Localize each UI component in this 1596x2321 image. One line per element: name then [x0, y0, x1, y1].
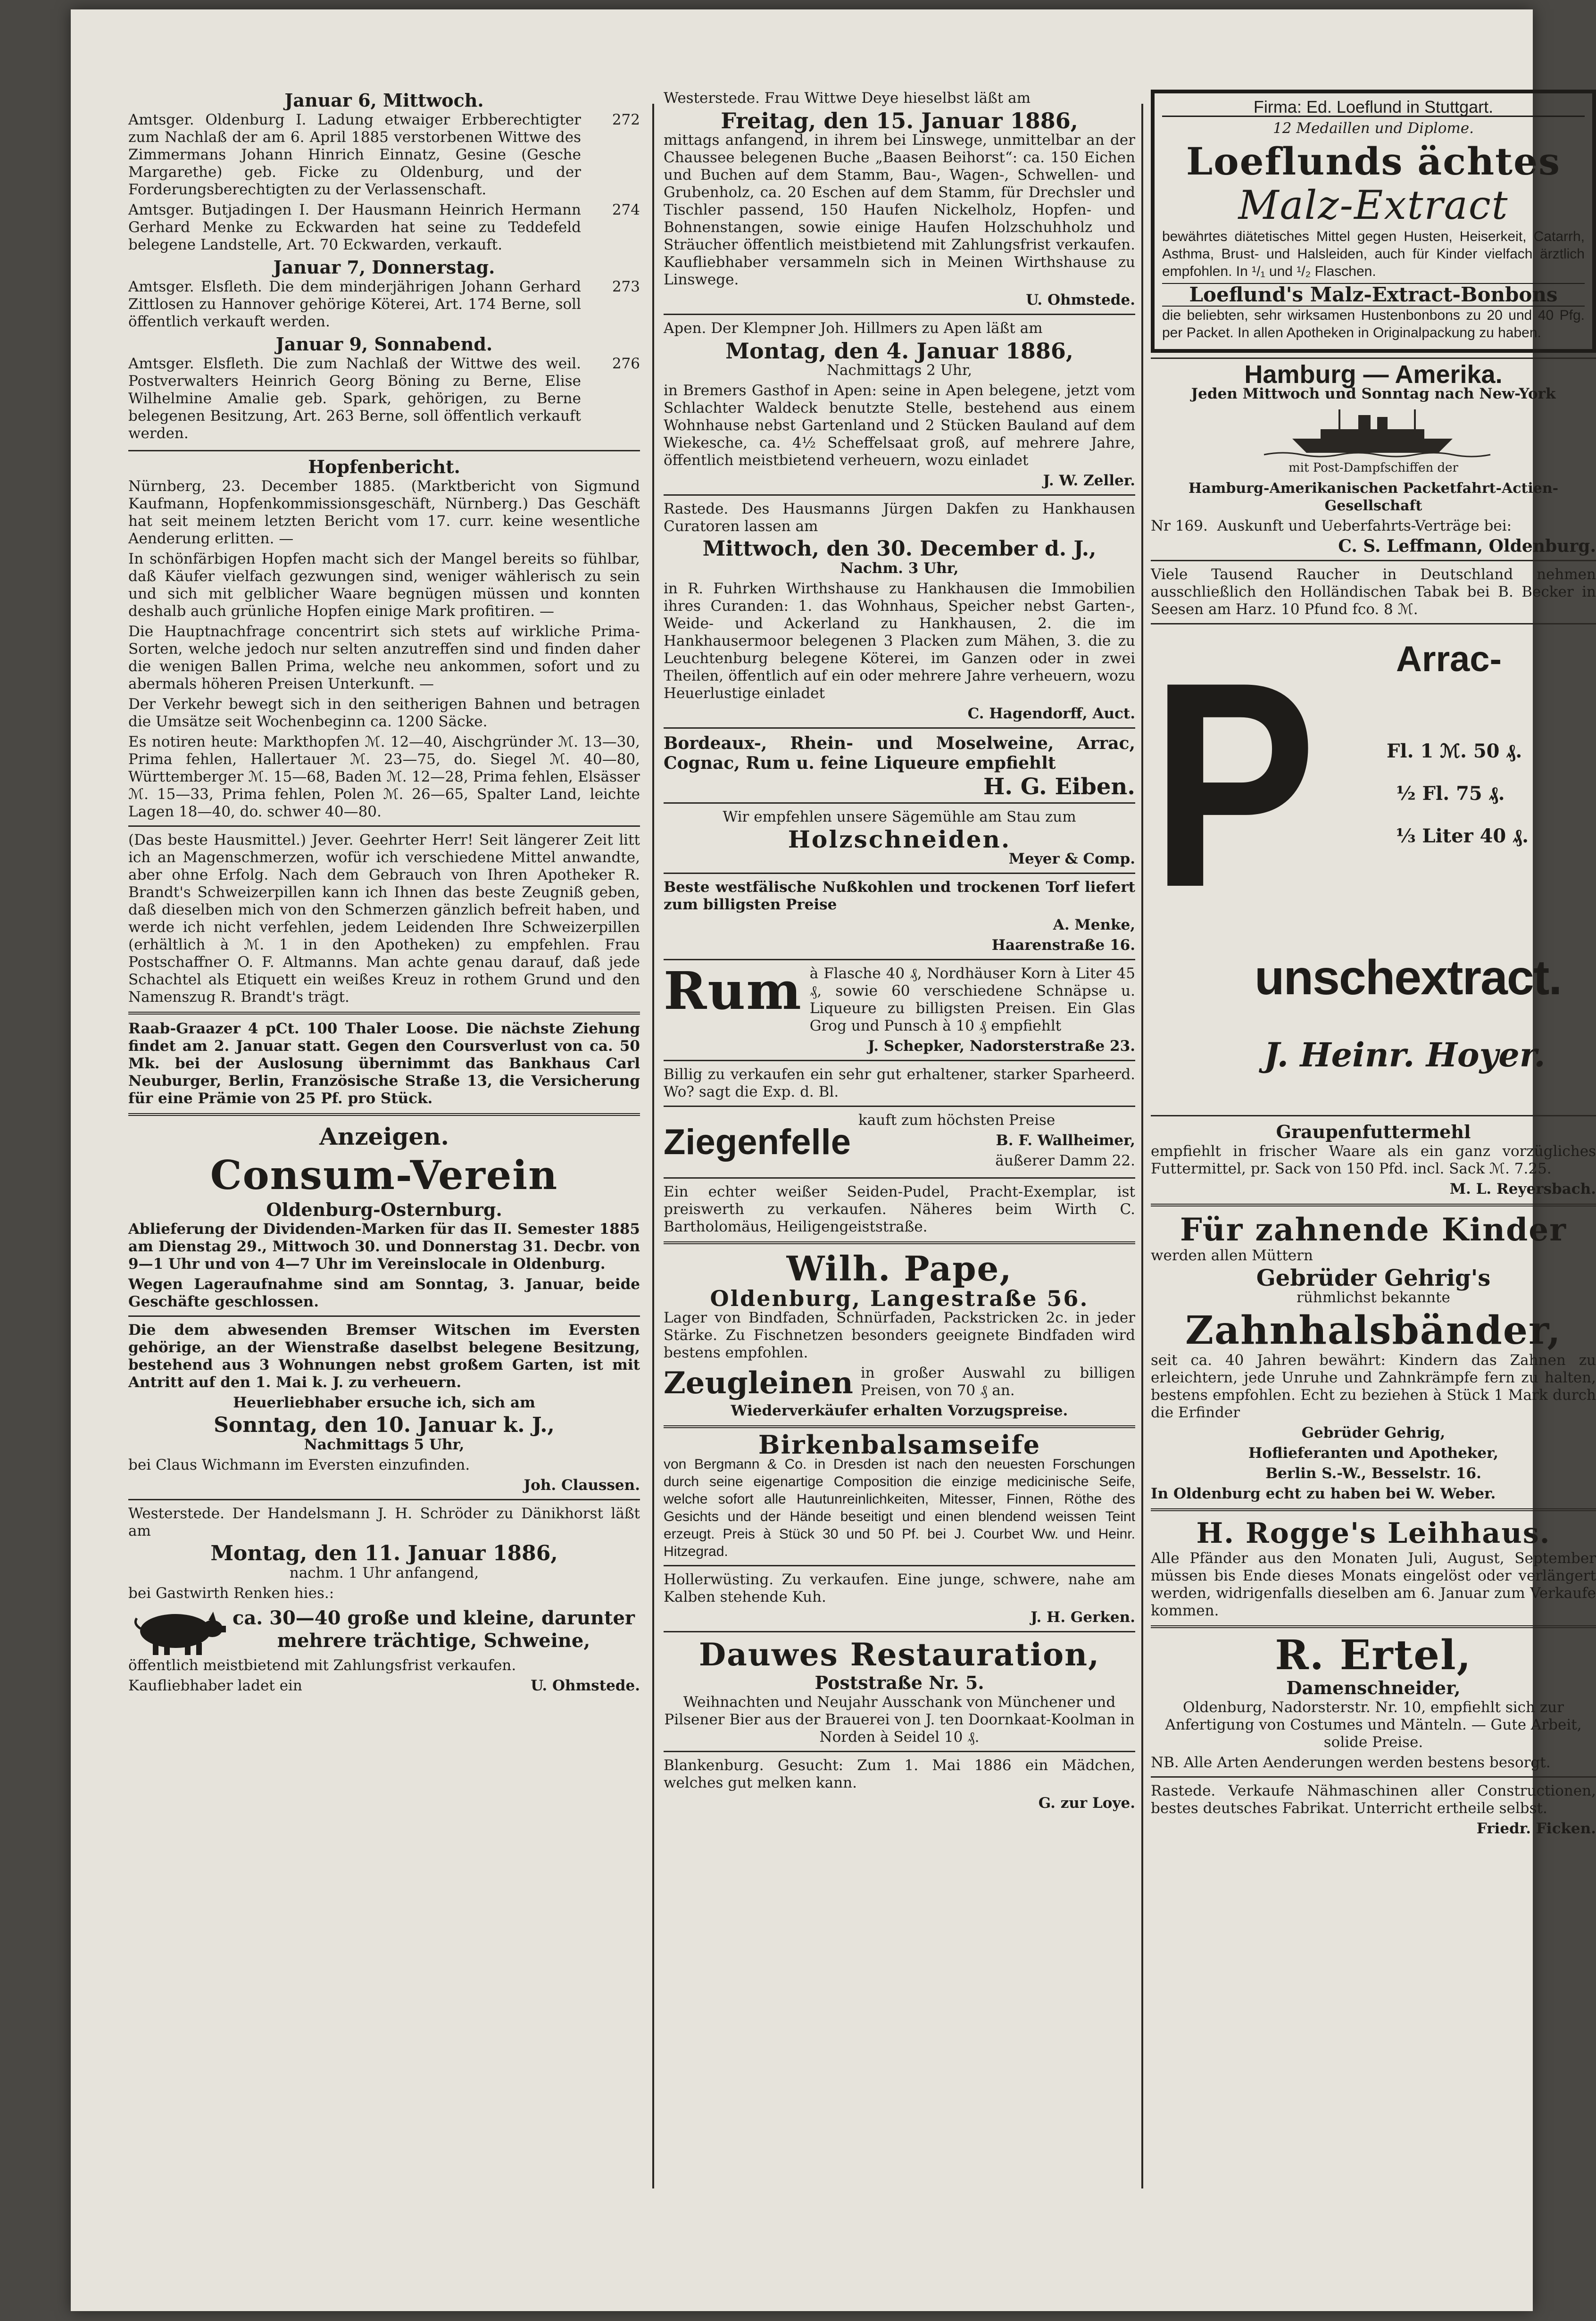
divider: [664, 494, 1135, 496]
notice-number: 273: [612, 278, 640, 295]
ad-text: Billig zu verkaufen ein sehr gut erhaltener, starker Sparheerd. Wo? sagt die Exp. d. Bl.: [664, 1066, 1135, 1100]
arrac-price: Fl. 1 ℳ. 50 ₰.: [1387, 740, 1522, 762]
article-paragraph: Es notiren heute: Markthopfen ℳ. 12—40, Aischgründer ℳ. 13—30, Prima fehlen, Hallertauer ℳ. 23—75, do. Siegel ℳ. 40—80, Württemberger ℳ. 15—68, Baden ℳ. 12—28, Prima fehlen, Elsässer ℳ. 15—33, Prima fehlen, Polen ℳ. 26—65, Spalter Land, leichte Lagen 18—40, do. schwer 40—80.: [128, 733, 640, 820]
pig-ad: [128, 1605, 640, 1657]
pig-icon: [128, 1605, 227, 1657]
column-middle: [664, 90, 1135, 1815]
ad-signature: Hoflieferanten und Apotheker,: [1248, 1445, 1498, 1462]
rum-ad: [664, 960, 1135, 1038]
ad-signature-row: [128, 1677, 640, 1697]
ad-text: öffentlich meistbietend mit Zahlungsfrist verkaufen.: [128, 1657, 516, 1674]
ad-headline: ca. 30—40 große und kleine, darunter mehrere trächtige, Schweine,: [233, 1607, 635, 1652]
divider: [1151, 1776, 1596, 1778]
column-right: [1151, 90, 1596, 1840]
ad-text: Ein echter weißer Seiden-Pudel, Pracht-Exemplar, ist preiswerth zu verkaufen. Näheres beim Wirth C. Bartholomäus, Heiligengeiststraße.: [664, 1183, 1135, 1235]
anzeigen-heading: Anzeigen.: [319, 1123, 449, 1150]
ad-text: Auskunft und Ueberfahrts-Verträge bei:: [1217, 517, 1512, 534]
hamburg-title: Hamburg — Amerika.: [1244, 360, 1503, 389]
ad-text: empfiehlt in frischer Waare als ein ganz vorzügliches Futtermittel, pr. Sack von 150 Pfd. incl. Sack ℳ. 7.25.: [1151, 1143, 1596, 1177]
ad-text: Kaufliebhaber ladet ein: [128, 1677, 302, 1694]
ad-text: Jeden Mittwoch und Sonntag nach New-York: [1191, 385, 1556, 402]
ad-text: Apen. Der Klempner Joh. Hillmers zu Apen läßt am: [664, 320, 1043, 337]
ad-signature: U. Ohmstede.: [1026, 291, 1135, 308]
ad-signature: Joh. Claussen.: [524, 1477, 640, 1494]
loeflund-name: Loeflunds ächtes: [1186, 139, 1561, 183]
divider: [664, 802, 1135, 804]
divider: [128, 1499, 640, 1500]
section-heading: Januar 9, Sonnabend.: [275, 333, 493, 355]
article-paragraph: Nürnberg, 23. December 1885. (Marktbericht von Sigmund Kaufmann, Hopfenkommissionsgeschäft, Nürnberg.) Das Geschäft hat seit meinem letzten Bericht vom 17. curr. keine wesentliche Aenderung erlitten. —: [128, 478, 640, 547]
graupen-title: Graupenfuttermehl: [1276, 1121, 1471, 1142]
ad-signature: Berlin S.-W., Besselstr. 16.: [1265, 1465, 1481, 1482]
ad-signature: G. zur Loye.: [1038, 1795, 1135, 1812]
ad-time: Nachmittags 2 Uhr,: [826, 362, 973, 379]
pape-zeug: [664, 1364, 1135, 1402]
ad-text: Die dem abwesenden Bremser Witschen im Eversten gehörige, an der Wienstraße daselbst belegene Besitzung, bestehend aus 3 Wohnungen nebst großem Garten, ist mit Antritt auf den 1. Mai k. J. zu verheuern.: [128, 1322, 640, 1391]
consum-text: Ablieferung der Dividenden-Marken für das II. Semester 1885 am Dienstag 29., Mittwoch 30. und Donnerstag 31. Decbr. von 9—1 Uhr und von 4—7 Uhr im Vereinslocale in Oldenburg.: [128, 1221, 640, 1273]
ad-time: nachm. 1 Uhr anfangend,: [289, 1564, 479, 1581]
arrac-price: ⅓ Liter 40 ₰.: [1396, 825, 1529, 847]
rogge-title: H. Rogge's Leihhaus.: [1196, 1517, 1551, 1550]
ad-text: mit Post-Dampfschiffen der: [1288, 461, 1458, 475]
dauwes-street: Poststraße Nr. 5.: [815, 1672, 984, 1693]
ad-text: rühmlichst bekannte: [1297, 1289, 1450, 1306]
ad-text: werden allen Müttern: [1151, 1247, 1313, 1264]
divider: [664, 1751, 1135, 1752]
ad-signature: U. Ohmstede.: [531, 1677, 640, 1694]
ad-text: Westerstede. Frau Wittwe Deye hieselbst läßt am: [664, 90, 1031, 107]
zahn-product: Zahnhalsbänder,: [1185, 1308, 1562, 1353]
ship-icon: [1151, 406, 1596, 458]
ad-text: bei Claus Wichmann im Eversten einzufinden.: [128, 1456, 470, 1473]
ad-signature: äußerer Damm 22.: [995, 1152, 1135, 1169]
notice: [128, 201, 640, 257]
ad-text: Beste westfälische Nußkohlen und trockenen Torf liefert zum billigsten Preise: [664, 879, 1135, 913]
dauwes-title: Dauwes Restauration,: [698, 1636, 1100, 1673]
notice-number: 274: [612, 201, 640, 218]
article-paragraph: In schönfärbigen Hopfen macht sich der Mangel bereits so fühlbar, daß Käufer vielfach gezwungen sind, weniger wählerisch zu sein und sich mit gelblicher Waare begnügen müssen und konnten deshalb auch grünliche Hopfen einige Mark profitiren. —: [128, 550, 640, 620]
consum-text: Wegen Lageraufnahme sind am Sonntag, 3. Januar, beide Geschäfte geschlossen.: [128, 1276, 640, 1310]
divider: [128, 825, 640, 827]
ad-text: Hollerwüsting. Zu verkaufen. Eine junge, schwere, nahe am Kalben stehende Kuh.: [664, 1571, 1135, 1606]
divider: [664, 727, 1135, 729]
ad-text: mittags anfangend, in ihrem bei Linswege, unmittelbar an der Chaussee belegenen Buche „Baasen Beihorst“: ca. 150 Eichen und Buchen auf dem Stamm, Bau-, Wagen-, Schwellen- und Grubenholz, ca. 20 Eschen auf dem Stamm, für Drechsler und Tischler passend, 150 Haufen Nickelholz, Hopfen- und Bohnenstangen, sowie einige Haufen Holzschuhholz und Sträucher öffentlich meistbietend mit Zahlungsfrist verkaufen. Kaufliebhaber versammeln sich in Meinen Wirthshause zu Linswege.: [664, 132, 1135, 288]
ad-signature: B. F. Wallheimer,: [996, 1132, 1135, 1149]
pape-city: Oldenburg, Langestraße 56.: [710, 1286, 1089, 1311]
divider: [1151, 1508, 1596, 1511]
ad-signature: Meyer & Comp.: [1008, 850, 1135, 867]
divider: [1151, 1204, 1596, 1206]
ad-loose: Raab-Graazer 4 pCt. 100 Thaler Loose. Die nächste Ziehung findet am 2. Januar statt. Gegen den Coursverlust von ca. 50 Mk. bei der Auslosung übernimmt das Bankhaus Carl Neuburger, Berlin, Französische Straße 13, die Versicherung für eine Prämie von 25 Pf. pro Stück.: [128, 1020, 640, 1107]
ad-text: bewährtes diätetisches Mittel gegen Husten, Heiserkeit, Catarrh, Asthma, Brust- und Halsleiden, auch für Kinder vielfach ärztlich empfohlen. In ¹/₁ und ¹/₂ Flaschen.: [1162, 229, 1585, 279]
notice: [128, 111, 640, 201]
pape-name: Wilh. Pape,: [786, 1248, 1013, 1289]
notice-number: 272: [612, 111, 640, 128]
ad-hausmittel: (Das beste Hausmittel.) Jever. Geehrter Herr! Seit längerer Zeit litt ich an Magenschmerzen, wofür ich verschiedene Mittel anwandte, aber ohne Erfolg. Nach dem Gebrauch von Ihren Apotheker R. Brandt's Schweizerpillen kann ich Ihnen das beste Zeugniß geben, daß dieselben mich von den Schmerzen gänzlich befreit haben, und werde ich nicht verfehlen, jedem Leidenden Ihre Schweizerpillen (erhältlich à ℳ. 1 in den Apotheken) zu empfehlen. Frau Postschaffner O. F. Altmanns. Man achte genau darauf, daß jede Schachtel als Etiquett ein weißes Kreuz in rothem Grund und den Namenszug R. Brandt's trägt.: [128, 832, 640, 1006]
column-divider: [652, 104, 654, 2188]
ziegen-details: [858, 1112, 1135, 1173]
divider: [664, 1177, 1135, 1179]
hamburg-row: [1151, 517, 1596, 538]
divider: [664, 1060, 1135, 1061]
divider: [128, 1113, 640, 1116]
arrac-price: ½ Fl. 75 ₰.: [1396, 782, 1505, 805]
divider: [664, 1565, 1135, 1566]
ad-text: NB. Alle Arten Aenderungen werden bestens besorgt.: [1151, 1754, 1551, 1771]
section-heading: Januar 6, Mittwoch.: [284, 90, 484, 111]
divider: [1151, 560, 1596, 561]
divider: [128, 450, 640, 451]
arrac-big-letter: P: [1151, 622, 1317, 948]
ad-text: Bordeaux-, Rhein- und Moselweine, Arrac, Cognac, Rum u. feine Liqueure empfiehlt: [664, 733, 1135, 773]
ad-headline: Holzschneiden.: [788, 825, 1011, 853]
ad-signature: J. Schepker, Nadorsterstraße 23.: [867, 1038, 1135, 1055]
ad-text: bei Gastwirth Renken hies.:: [128, 1585, 334, 1602]
ad-time: Nachm. 3 Uhr,: [840, 560, 959, 577]
ertel-title: R. Ertel,: [1275, 1631, 1472, 1679]
notice: [128, 355, 640, 445]
ad-text: Viele Tausend Raucher in Deutschland nehmen ausschließlich den Holländischen Tabak bei B. Becker in Seesen am Harz. 10 Pfund fco. 8 ℳ.: [1151, 566, 1596, 618]
notice-text: Amtsger. Oldenburg I. Ladung etwaiger Erbberechtigter zum Nachlaß der am 6. April 1885 verstorbenen Wittwe des Zimmermans Johann Hinrich Einnatz, Gesine (Gesche Margarethe) geb. Ficke zu Oldenburg, und der Forderungsberechtigten zu der Verlassenschaft.: [128, 111, 581, 198]
divider: [1151, 358, 1596, 359]
ad-date: Montag, den 11. Januar 1886,: [210, 1541, 558, 1565]
ad-text: Wir empfehlen unsere Sägemühle am Stau zum: [723, 808, 1076, 825]
ad-text: die beliebten, sehr wirksamen Hustenbonbons zu 20 und 40 Pfg. per Packet. In allen Apotheken in Originalpackung zu haben.: [1162, 308, 1585, 341]
article-paragraph: Der Verkehr bewegt sich in den seitherigen Bahnen und betragen die Umsätze seit Wochenbeginn ca. 1200 Säcke.: [128, 696, 640, 730]
ad-date: Freitag, den 15. Januar 1886,: [721, 108, 1078, 133]
ad-date: Sonntag, den 10. Januar k. J.,: [214, 1413, 555, 1437]
ad-text: Nr 169.: [1151, 517, 1208, 534]
consum-subtitle: Oldenburg-Osternburg.: [266, 1199, 502, 1220]
ad-signature: A. Menke,: [1053, 916, 1135, 933]
birken-title: Birkenbalsamseife: [758, 1430, 1041, 1460]
ad-signature: C. Hagendorff, Auct.: [967, 705, 1135, 722]
ad-text: 12 Medaillen und Diplome.: [1272, 120, 1474, 137]
divider: [128, 1315, 640, 1317]
ad-signature: In Oldenburg echt zu haben bei W. Weber.: [1151, 1485, 1496, 1502]
section-heading: Januar 7, Donnerstag.: [273, 257, 495, 278]
ad-date: Montag, den 4. Januar 1886,: [725, 338, 1073, 364]
arrac-title: Arrac-: [1396, 639, 1502, 679]
ad-text: in R. Fuhrken Wirthshause zu Hankhausen die Immobilien ihres Curanden: 1. das Wohnhaus, Speicher nebst Garten-, Weide- und Ackerland zu Hankhausen, 2. die im Hankhausermoor belegenen 3 Placken zum Mähen, 3. die zu Leuchtenburg belegene Köterei, im Ganzen oder in zwei Theilen, öffentlich auf ein oder mehrere Jahre verheuern, wozu Heuerlustige einladet: [664, 580, 1135, 702]
ad-text: Westerstede. Der Handelsmann J. H. Schröder zu Dänikhorst läßt am: [128, 1505, 640, 1539]
divider: [1151, 1115, 1596, 1116]
ad-text: Wiederverkäufer erhalten Vorzugspreise.: [731, 1402, 1068, 1419]
ad-text: Hamburg-Amerikanischen Packetfahrt-Actien-Gesellschaft: [1188, 480, 1559, 514]
ad-signature: C. S. Leffmann, Oldenburg.: [1338, 536, 1596, 556]
divider: [664, 1106, 1135, 1107]
ad-signature: J. H. Gerken.: [1031, 1609, 1135, 1626]
ad-signature: Haarenstraße 16.: [991, 937, 1135, 954]
divider: [1151, 1625, 1596, 1628]
ad-text: Blankenburg. Gesucht: Zum 1. Mai 1886 ein Mädchen, welches gut melken kann.: [664, 1757, 1135, 1791]
zahn-firm: Gebrüder Gehrig's: [1256, 1265, 1491, 1291]
ad-signature: M. L. Reyersbach.: [1449, 1181, 1596, 1198]
ad-text: Rastede. Verkaufe Nähmaschinen aller Constructionen, bestes deutsches Fabrikat. Unterricht ertheile selbst.: [1151, 1782, 1596, 1817]
ad-headline: Ziegenfelle: [664, 1122, 851, 1162]
divider: [664, 1241, 1135, 1244]
ad-date: Mittwoch, den 30. December d. J.,: [702, 537, 1097, 561]
ertel-subtitle: Damenschneider,: [1286, 1677, 1461, 1698]
arrac-ad: [1151, 622, 1596, 1110]
ad-signature: Gebrüder Gehrig,: [1301, 1424, 1446, 1441]
ziegen-ad: [664, 1112, 1135, 1173]
ad-signature: J. W. Zeller.: [1043, 472, 1135, 489]
article-title: Hopfenbericht.: [308, 456, 460, 477]
divider: [664, 314, 1135, 315]
ad-signature: Friedr. Ficken.: [1476, 1820, 1596, 1837]
notice-text: Amtsger. Elsfleth. Die zum Nachlaß der Wittwe des weil. Postverwalters Heinrich Georg Böning zu Berne, Elise Wilhelmine Amalie geb. Spark, gehörigen, zu Berne belegenen Besitzung, Art. 263 Berne, soll öffentlich verkauft werden.: [128, 355, 581, 442]
divider: [128, 1012, 640, 1015]
ad-headline: Loeflund's Malz-Extract-Bonbons: [1162, 283, 1585, 307]
loeflund-ad: [1151, 90, 1596, 353]
divider: [664, 873, 1135, 874]
zahn-title: Für zahnende Kinder: [1180, 1211, 1567, 1248]
ad-text: Oldenburg, Nadorsterstr. Nr. 10, empfiehlt sich zur Anfertigung von Costumes und Mänteln. — Gute Arbeit, solide Preise.: [1165, 1699, 1582, 1751]
ad-text: in großer Auswahl zu billigen Preisen, von 70 ₰ an.: [860, 1364, 1135, 1399]
hoyer-signature: J. Heinr. Hoyer.: [1264, 1035, 1546, 1074]
ad-text: Heuerliebhaber ersuche ich, sich am: [233, 1394, 535, 1411]
ad-text: Firma: Ed. Loeflund in Stuttgart.: [1162, 98, 1585, 117]
ad-time: Nachmittags 5 Uhr,: [304, 1436, 465, 1453]
divider: [664, 1425, 1135, 1428]
notice-number: 276: [612, 355, 640, 372]
ad-headline: Zeugleinen: [664, 1365, 853, 1401]
ad-headline: Rum: [664, 960, 802, 1021]
ad-text: Alle Pfänder aus den Monaten Juli, August, September müssen bis Ende dieses Monats eingelöst oder verlängert werden, widrigenfalls dieselben am 6. Januar zum Verkaufe kommen.: [1151, 1550, 1596, 1619]
consum-title: Consum-Verein: [210, 1152, 558, 1198]
notice-text: Amtsger. Butjadingen I. Der Hausmann Heinrich Hermann Gerhard Menke zu Eckwarden hat seine zu Teddefeld belegene Landstelle, Art. 70 Eckwarden, verkauft.: [128, 201, 581, 253]
loeflund-malz: Malz-Extract: [1238, 182, 1509, 228]
article-paragraph: Die Hauptnachfrage concentrirt sich stets auf wirkliche Prima-Sorten, welche jedoch nur selten anzutreffen sind und finden daher die wenigen Ballen Prima, welche neu ankommen, sofort und zu abermals höheren Preisen Unterkunft. —: [128, 623, 640, 692]
ad-text: Lager von Bindfaden, Schnürfaden, Packstricken 2c. in jeder Stärke. Zu Fischnetzen besonders geeignete Bindfaden wird bestens empfohlen.: [664, 1309, 1135, 1361]
punsch-text: unschextract.: [1255, 950, 1562, 1005]
notice-text: Amtsger. Elsfleth. Die dem minderjährigen Johann Gerhard Zittlosen zu Hannover gehörige Köterei, Art. 174 Berne, soll öffentlich verkauft werden.: [128, 278, 581, 330]
ad-text: à Flasche 40 ₰, Nordhäuser Korn à Liter 45 ₰, sowie 60 verschiedene Schnäpse u. Liqueure zu billigsten Preisen. Ein Glas Grog und Punsch à 10 ₰ empfiehlt: [809, 965, 1135, 1034]
column-left: [128, 90, 640, 1697]
newspaper-page: [71, 9, 1596, 2311]
divider: [664, 1631, 1135, 1632]
notice: [128, 278, 640, 333]
ad-text: Rastede. Des Hausmanns Jürgen Dakfen zu Hankhausen Curatoren lassen am: [664, 500, 1135, 535]
ad-text: in Bremers Gasthof in Apen: seine in Apen belegene, jetzt vom Schlachter Waldeck benutzte Stelle, bestehend aus einem Wohnhause nebst Gartenland und 2 Stücken Bauland auf dem Wiekesche, ca. 4½ Scheffelsaat groß, auf mehrere Jahre, öffentlich meistbietend verheuern, wozu einladet: [664, 382, 1135, 469]
ad-text: seit ca. 40 Jahren bewährt: Kindern das Zahnen zu erleichtern, jede Unruhe und Zahnkrämpfe fern zu halten, bestens empfohlen. Echt zu beziehen à Stück 1 Mark durch die Erfinder: [1151, 1352, 1596, 1421]
ad-text: Weihnachten und Neujahr Ausschank von Münchener und Pilsener Bier aus der Brauerei von J. ten Doornkaat-Koolman in Norden à Seidel 10 ₰.: [664, 1694, 1135, 1746]
column-divider: [1141, 104, 1143, 2188]
ad-text: von Bergmann & Co. in Dresden ist nach den neuesten Forschungen durch seine eigenartige Composition die einzige medicinische Seife, welche sofort alle Hautunreinlichkeiten, Mitesser, Finnen, Röthe des Gesichts und der Hände beseitigt und einen blendend weissen Teint erzeugt. Preis à Stück 30 und 50 Pf. bei J. Courbet Ww. und Heinr. Hitzegrad.: [664, 1456, 1135, 1559]
ad-text: kauft zum höchsten Preise: [858, 1112, 1056, 1129]
ad-signature: H. G. Eiben.: [983, 774, 1135, 800]
